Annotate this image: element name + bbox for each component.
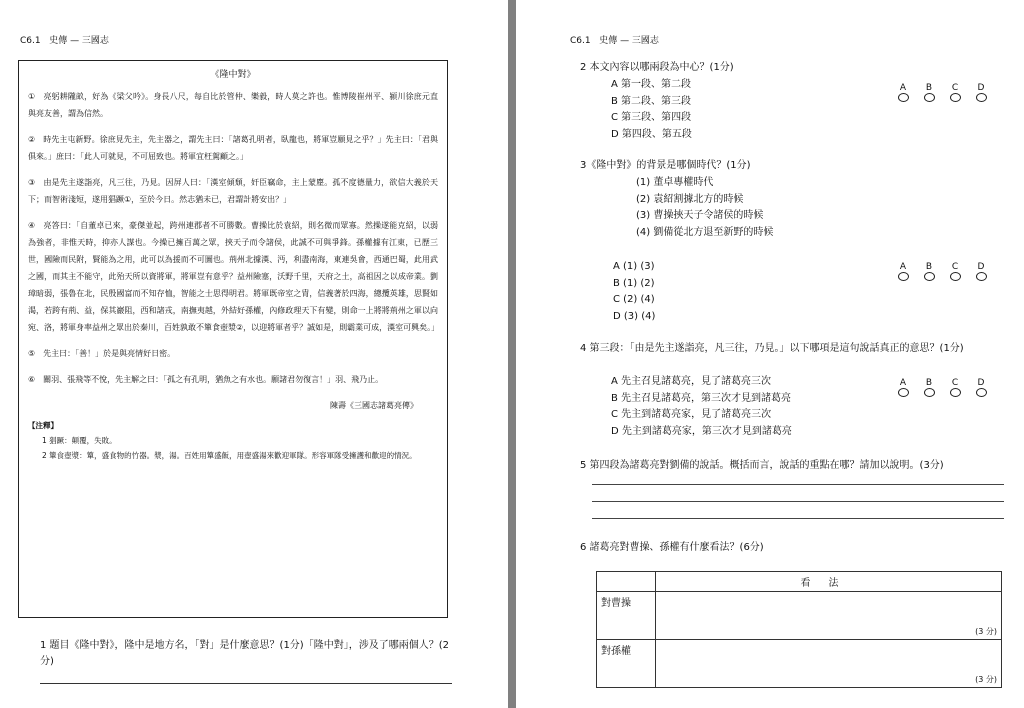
right-page — [516, 0, 1024, 708]
answer-line[interactable] — [592, 518, 1004, 519]
notes — [28, 418, 438, 463]
q3-option-b: B (1) (2) — [613, 277, 655, 289]
answer-cell-sun-quan[interactable] — [656, 640, 1002, 688]
letter: C — [951, 262, 959, 272]
paragraph-5: ⑤ 先主曰：「善！」於是與亮情好日密。 — [28, 349, 176, 358]
table-corner — [597, 572, 656, 592]
bubble-a[interactable] — [898, 388, 909, 397]
q4-answer-bubbles — [896, 378, 988, 400]
q3-option-a: A (1) (3) — [613, 261, 655, 272]
bubble-d[interactable] — [976, 93, 987, 102]
letter: A — [899, 378, 907, 388]
q3-answer-bubbles — [896, 262, 988, 284]
answer-line[interactable] — [40, 683, 452, 684]
q3-option-d: D (3) (4) — [613, 310, 656, 322]
page-header: C6.1 史傳 — 三國志 — [570, 36, 659, 46]
note-2: 2 簞食壺漿：簞，盛食物的竹器。漿，湯。百姓用簞盛飯，用壺盛湯來歡迎軍隊。形容軍隊受擁護和歡迎的情況。 — [42, 451, 417, 460]
q2-option-a: A 第一段、第二段 — [611, 79, 692, 90]
answer-line[interactable] — [592, 484, 1004, 485]
letter: B — [925, 378, 933, 388]
letter: B — [925, 83, 933, 93]
paragraph-1: ① 亮躬耕隴畝，好為《梁父吟》。身長八尺，每自比於管仲、樂毅，時人莫之許也。惟博陵崔州平、潁川徐庶元直與亮友善，謂為信然。 — [28, 92, 438, 118]
letter: D — [977, 262, 985, 272]
q2-answer-bubbles — [896, 83, 988, 105]
notes-heading: 【注釋】 — [28, 421, 58, 430]
bubble-b[interactable] — [924, 93, 935, 102]
answer-line[interactable] — [592, 501, 1004, 502]
question-1: 1 題目《隆中對》，隆中是地方名，「對」是什麼意思？(1分)「隆中對」，涉及了哪兩個人？(2分) — [40, 640, 449, 667]
letter: D — [977, 378, 985, 388]
bubble-a[interactable] — [898, 93, 909, 102]
paragraph-3: ③ 由是先主遂詣亮，凡三往，乃見。因屏人曰：「漢室傾頹，奸臣竊命，主上蒙塵。孤不度德量力，欲信大義於天下；而智術淺短，遂用猖蹶①，至於今日。然志猶未已，君謂計將安出？」 — [28, 178, 438, 204]
note-1: 1 猖蹶：顛覆，失敗。 — [42, 436, 117, 445]
row-label-sun-quan: 對孫權 — [597, 640, 656, 688]
q3-option-c: C (2) (4) — [613, 294, 655, 305]
paragraph-2: ② 時先主屯新野。徐庶見先主，先主器之，謂先主曰：「諸葛孔明者，臥龍也，將軍豈願見之乎？」先主曰：「君與俱來。」庶曰：「此人可就見，不可屈致也。將軍宜枉駕顧之。」 — [28, 135, 438, 161]
table-header: 看法 — [656, 572, 1002, 592]
q3-items — [636, 175, 773, 241]
q2-options — [611, 77, 692, 143]
bubble-b[interactable] — [924, 388, 935, 397]
question-4: 4 第三段：「由是先主遂詣亮，凡三往，乃見。」以下哪項是這句說話真正的意思？(1分) — [580, 343, 964, 354]
q3-item-4: (4) 劉備從北方退至新野的時候 — [636, 226, 774, 238]
letter: A — [899, 262, 907, 272]
left-page — [0, 0, 508, 708]
q4-option-b: B 先主召見諸葛亮，第三次才見到諸葛亮 — [611, 392, 792, 404]
passage-box — [18, 60, 448, 618]
bubble-b[interactable] — [924, 272, 935, 281]
row-label-cao-cao: 對曹操 — [597, 592, 656, 640]
question-5: 5 第四段為諸葛亮對劉備的說話。概括而言，說話的重點在哪？請加以說明。(3分) — [580, 460, 944, 471]
q4-options — [611, 374, 792, 440]
paragraph-4: ④ 亮答曰：「自董卓已來，豪傑並起，跨州連郡者不可勝數。曹操比於袁紹，則名微而眾寡。然操遂能克紹，以弱為強者，非惟天時，抑亦人謀也。今操已擁百萬之眾，挾天子而令諸侯，此誠不可與爭鋒。孫權據有江東，已歷三世，國險而民附，賢能為之用，此可以為援而不可圖也。荊州北據漢、沔，利盡南海，東連吳會，西通巴蜀，此用武之國，而其主不能守，此殆天所以資將軍，將軍豈有意乎？益州險塞，沃野千里，天府之土，高祖因之以成帝業。劉璋暗弱，張魯在北，民殷國富而不知存恤，智能之士思得明君。將軍既帝室之胄，信義著於四海，總攬英雄，思賢如渴，若跨有荊、益，保其巖阻，西和諸戎，南撫夷越，外結好孫權，內修政理天下有變，則命一上將將荊州之軍以向宛、洛，將軍身率益州之眾出於秦川，百姓孰敢不簞食壺漿②，以迎將軍者乎？誠如是，則霸業可成，漢室可興矣。」 — [28, 221, 440, 332]
q3-item-2: (2) 袁紹割據北方的時候 — [636, 193, 744, 205]
q2-option-d: D 第四段、第五段 — [611, 128, 692, 140]
views-table — [596, 571, 1002, 688]
bubble-c[interactable] — [950, 388, 961, 397]
paragraph-6: ⑥ 關羽、張飛等不悅，先主解之曰：「孤之有孔明，猶魚之有水也。願諸君勿復言！」羽、飛乃止。 — [28, 375, 384, 384]
q3-options — [613, 259, 655, 325]
q4-option-c: C 先主到諸葛亮家，見了諸葛亮三次 — [611, 409, 772, 420]
question-6: 6 諸葛亮對曹操、孫權有什麼看法？(6分) — [580, 542, 764, 553]
bubble-c[interactable] — [950, 93, 961, 102]
q4-option-a: A 先主召見諸葛亮，見了諸葛亮三次 — [611, 376, 772, 387]
letter: A — [899, 83, 907, 93]
score: (3 分) — [975, 627, 997, 636]
letter: B — [925, 262, 933, 272]
question-2: 2 本文內容以哪兩段為中心？(1分) — [580, 62, 734, 73]
bubble-c[interactable] — [950, 272, 961, 281]
q4-option-d: D 先主到諸葛亮家，第三次才見到諸葛亮 — [611, 425, 792, 437]
question-3: 3《隆中對》的背景是哪個時代？(1分) — [580, 160, 751, 171]
answer-cell-cao-cao[interactable] — [656, 592, 1002, 640]
bubble-a[interactable] — [898, 272, 909, 281]
letter: D — [977, 83, 985, 93]
q3-item-3: (3) 曹操挾天子令諸侯的時候 — [636, 210, 764, 221]
letter: C — [951, 83, 959, 93]
score: (3 分) — [975, 675, 997, 684]
q3-item-1: (1) 董卓專權時代 — [636, 177, 714, 188]
passage-title: 《隆中對》 — [210, 70, 256, 80]
bubble-d[interactable] — [976, 272, 987, 281]
page-header: C6.1 史傳 — 三國志 — [20, 36, 109, 46]
q2-option-b: B 第二段、第三段 — [611, 95, 692, 107]
q2-option-c: C 第三段、第四段 — [611, 112, 692, 123]
bubble-d[interactable] — [976, 388, 987, 397]
source-citation: 陳壽《三國志諸葛亮傳》 — [330, 401, 418, 410]
letter: C — [951, 378, 959, 388]
